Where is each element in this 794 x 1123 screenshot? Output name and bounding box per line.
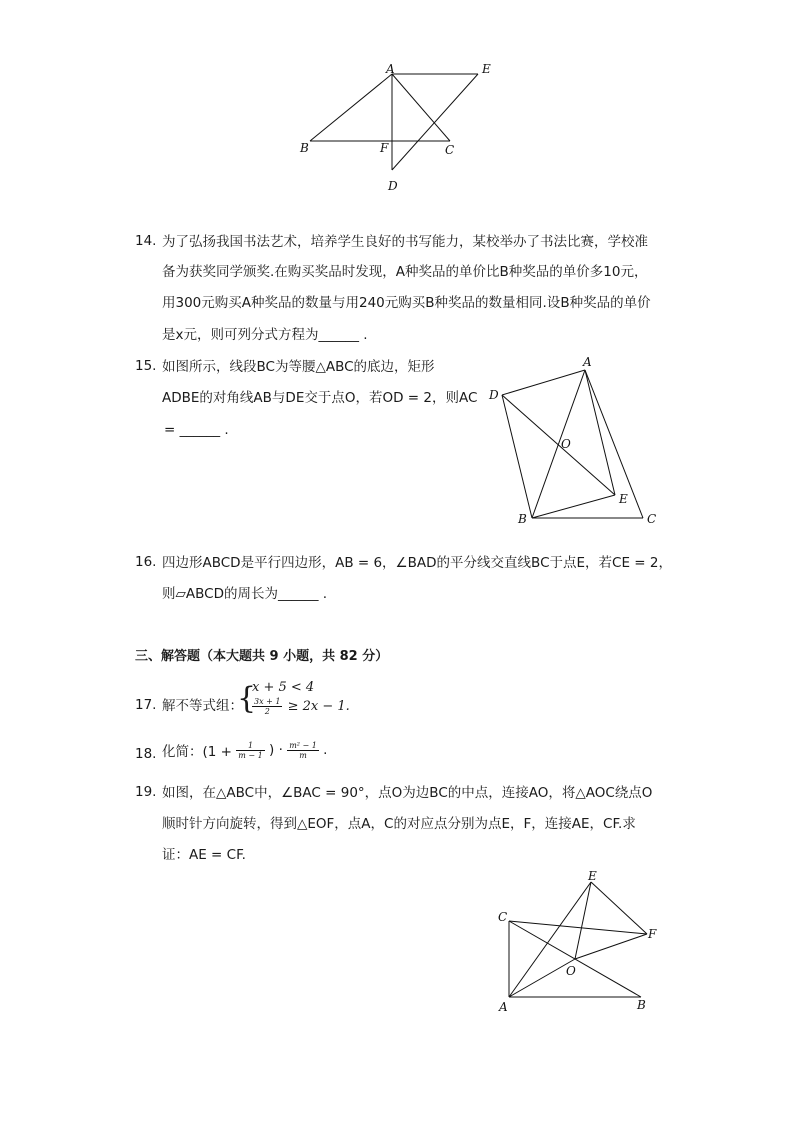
label-f: F [648,927,657,941]
question-18-number: 18. [135,746,157,762]
question-17-number: 17. [135,697,157,713]
question-14-line-1: 为了弘扬我国书法艺术，培养学生良好的书写能力，某校举办了书法比赛，学校准 [162,234,648,250]
label-a: A [583,355,592,369]
system-brace: { [237,681,257,716]
label-a: A [499,1000,508,1014]
question-18-expression [162,740,327,760]
fraction-1 [236,741,264,760]
segment-ab [310,74,392,141]
inequality-2-numerator: 3x + 1 [254,697,281,706]
fraction-1-denominator: m − 1 [238,750,263,760]
label-e: E [588,869,597,883]
figure-rectangle-adbe [485,355,675,530]
segment-ab [532,370,585,518]
question-16-number: 16. [135,554,157,570]
inequality-2-rest: ≥ 2x − 1. [287,699,350,714]
label-f: F [380,141,389,155]
question-15-line-1: 如图所示，线段BC为等腰△ABC的底边，矩形 [162,359,435,375]
question-16-line-1: 四边形ABCD是平行四边形，AB = 6，∠BAD的平分线交直线BC于点E，若CE = 2， [162,555,672,571]
segment-be [532,495,615,518]
question-18-suffix: . [323,742,328,758]
inequality-2-denominator: 2 [264,707,270,716]
question-15-line-3: = ______ . [164,422,229,438]
segment-ef [591,882,647,934]
question-18-prefix: 化简：(1 + [162,744,232,760]
segment-of [575,934,647,959]
fraction-1-numerator: 1 [236,741,264,751]
question-14-number: 14. [135,233,157,249]
label-d: D [388,179,398,193]
figure-rotation-aoc-eof [490,868,670,1018]
figure-triangle-abc-parallelogram [290,60,510,200]
segment-da [502,370,585,395]
question-19-line-3: 证：AE = CF. [162,847,246,863]
question-14-line-4: 是x元，则可列分式方程为______ . [162,327,368,343]
segment-ac [392,74,450,141]
label-a: A [386,62,395,76]
label-e: E [619,492,628,506]
label-c: C [647,512,657,526]
question-15-number: 15. [135,358,157,374]
label-b: B [300,141,309,155]
question-14-line-2: 备为获奖同学颁奖.在购买奖品时发现，A种奖品的单价比B种奖品的单价多10元， [162,264,648,280]
fraction-2 [287,741,319,760]
inequality-1: x + 5 < 4 [252,680,315,695]
section-3-title: 三、解答题（本大题共 9 小题，共 82 分） [135,649,389,664]
segment-ac [585,370,643,518]
label-c: C [498,910,508,924]
fraction-2-denominator: m [299,750,307,760]
label-b: B [637,998,646,1012]
label-o: O [566,964,576,978]
question-19-line-1: 如图，在△ABC中，∠BAC = 90°，点O为边BC的中点，连接AO，将△AOC绕点O [162,785,653,801]
question-19-line-2: 顺时针方向旋转，得到△EOF，点A，C的对应点分别为点E，F，连接AE，CF.求 [162,816,636,832]
segment-de [502,395,615,495]
label-o: O [561,437,571,451]
inequality-2 [252,696,350,716]
fraction-2-numerator: m² − 1 [289,740,317,750]
label-e: E [482,62,491,76]
label-d: D [489,388,499,402]
label-b: B [518,512,527,526]
label-c: C [445,143,455,157]
segment-cf [509,921,647,934]
segment-db [502,395,532,518]
question-18-mid: ) · [269,742,283,758]
question-19-number: 19. [135,784,157,800]
inequality-2-fraction [252,697,282,716]
question-15-line-2: ADBE的对角线AB与DE交于点O，若OD = 2，则AC [162,390,478,406]
question-16-line-2: 则▱ABCD的周长为______ . [162,586,328,602]
question-17-prefix: 解不等式组： [162,698,243,714]
segment-ae [585,370,615,495]
question-14-line-3: 用300元购买A种奖品的数量与用240元购买B种奖品的数量相同.设B种奖品的单价 [162,295,651,311]
